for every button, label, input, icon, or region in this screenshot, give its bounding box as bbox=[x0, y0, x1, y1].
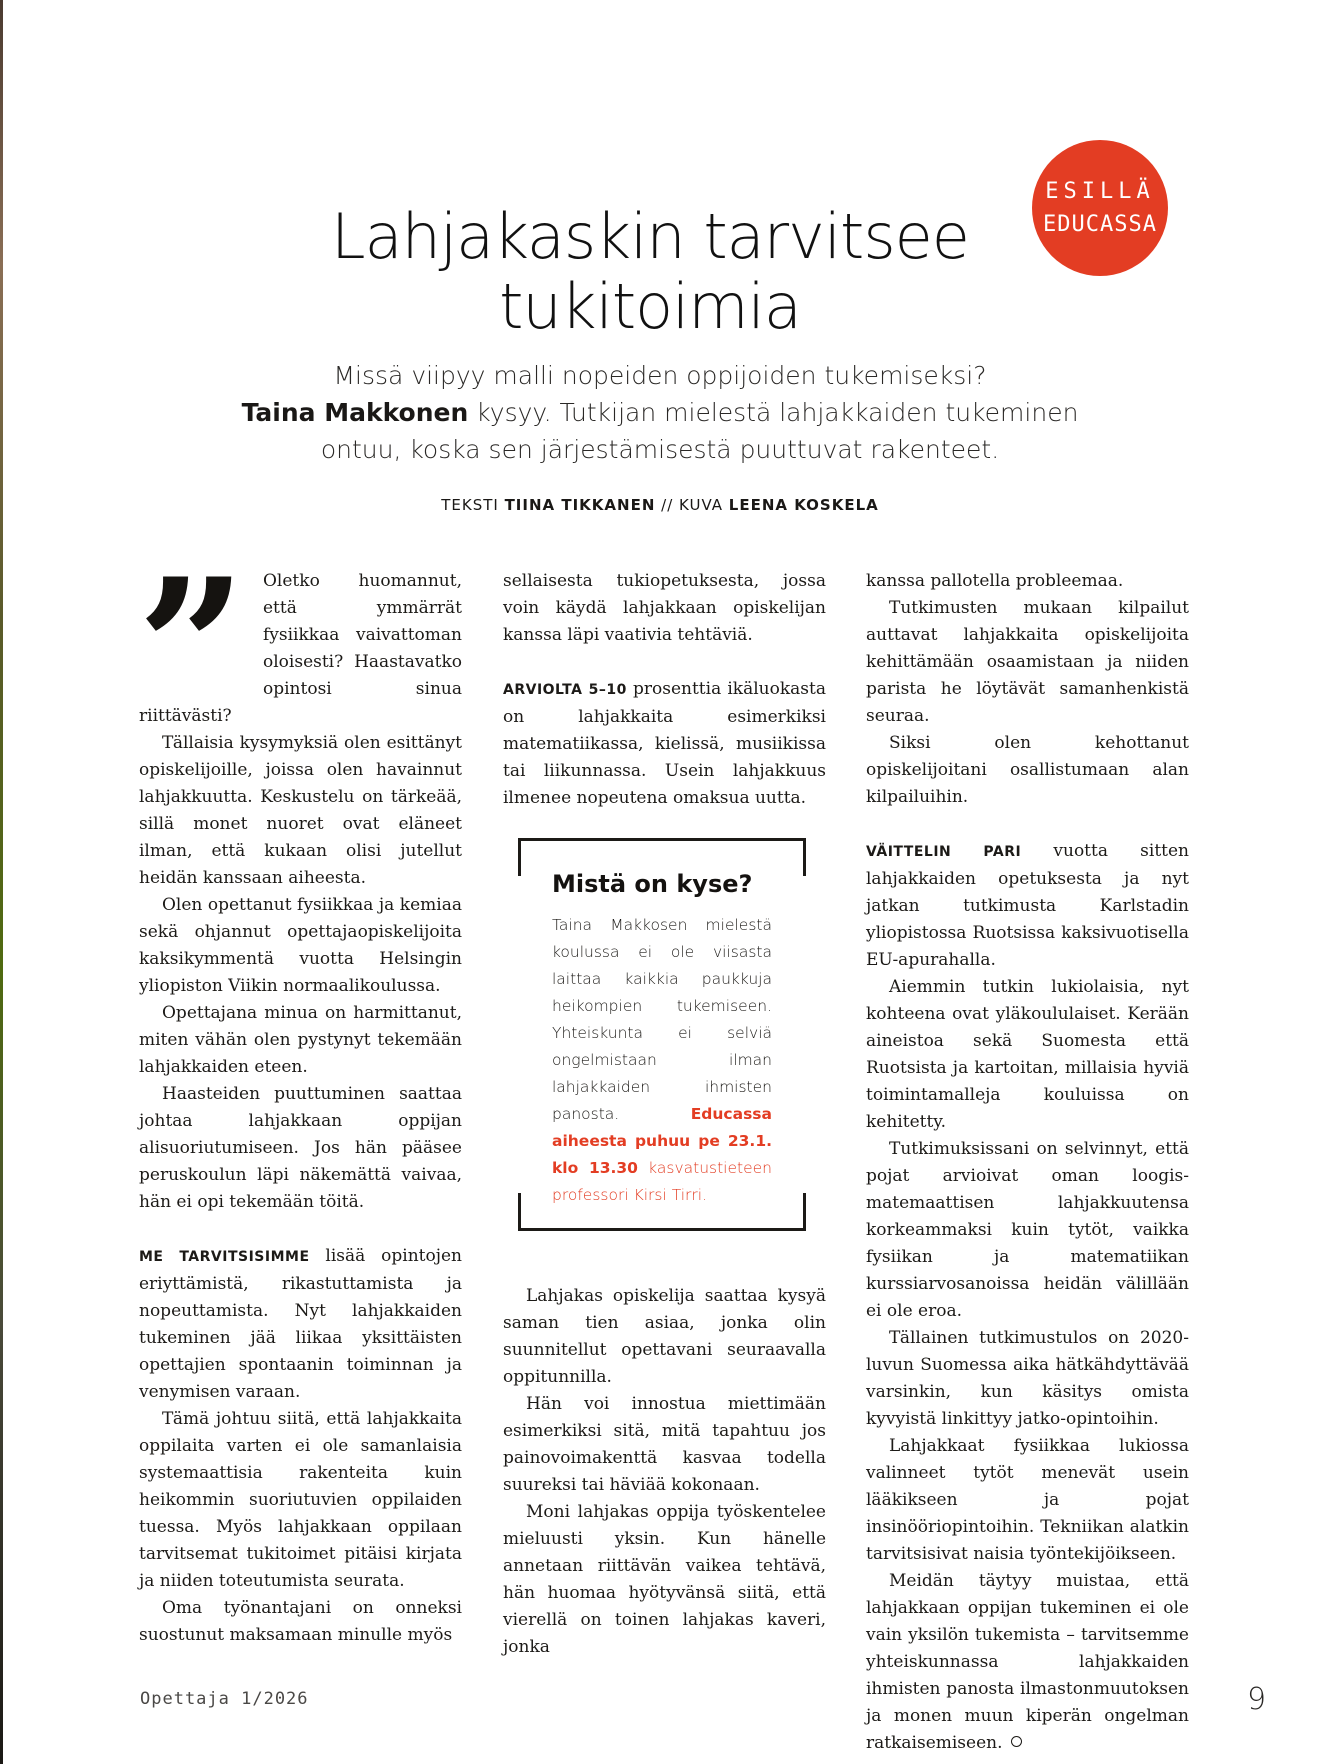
byline-writer: TIINA TIKKANEN bbox=[504, 496, 656, 514]
paragraph: Olen opettanut fysiikkaa ja kemiaa sekä ohjannut opettajaopiskelijoita kaksikymmentä vuotta Helsingin yliopiston Viikin normaalikoulussa. bbox=[139, 895, 462, 996]
paragraph bbox=[866, 1568, 1189, 1757]
lead-author: Taina Makkonen bbox=[241, 398, 469, 427]
byline-text-label: TEKSTI bbox=[441, 496, 505, 514]
paragraph: Hän voi innostua miettimään esimerkiksi sitä, mitä tapahtuu jos painovoimakenttä kasvaa todella suureksi tai häviää kokonaan. bbox=[503, 1394, 826, 1495]
paragraph: Haasteiden puuttuminen saattaa johtaa lahjakkaan oppijan alisuoriutumiseen. Jos hän pääsee peruskoulun läpi näkemättä vaivaa, hän ei opi tekemään töitä. bbox=[139, 1084, 462, 1212]
byline bbox=[300, 496, 1020, 514]
article-column-2-continued bbox=[503, 1283, 826, 1661]
paragraph-text: prosenttia ikäluokasta on lahjakkaita esimerkiksi matematiikassa, kielissä, musiikissa tai liikunnassa. Usein lahjakkuus ilmenee nopeutena omaksua uutta. bbox=[503, 679, 826, 808]
quote-mark-icon bbox=[137, 574, 253, 682]
byline-separator: // KUVA bbox=[655, 496, 729, 514]
paragraph: Aiemmin tutkin lukiolaisia, nyt kohteena ovat yläkoululaiset. Kerään aineistoa sekä Suomesta että Ruotsista ja kartoitan, millaisia hyviä toimintamalleja kouluissa on kehitetty. bbox=[866, 977, 1189, 1132]
fact-box-heading: Mistä on kyse? bbox=[552, 870, 753, 898]
paragraph-text: vuotta sitten lahjakkaiden opetuksesta ja nyt jatkan tutkimusta Karlstadin yliopistossa Ruotsissa kaksivuotisella EU-apurahalla. bbox=[866, 841, 1189, 970]
event-speaker: kasvatustieteen professori Kirsi Tirri. bbox=[552, 1159, 772, 1204]
paragraph: Lahjakas opiskelija saattaa kysyä saman tien asiaa, jonka olin suunnitellut opettavani seuraavalla oppitunnilla. bbox=[503, 1286, 826, 1387]
paragraph: kanssa pallotella probleemaa. bbox=[866, 571, 1124, 591]
paragraph: Tällaisia kysymyksiä olen esittänyt opiskelijoille, joissa olen havainnut lahjakkuutta. Keskustelu on tärkeää, sillä monet nuoret ovat eläneet ilman, että kukaan olisi jutellut heidän kanssaan aiheesta. bbox=[139, 733, 462, 888]
lead-in: ME TARVITSISIMME bbox=[139, 1249, 310, 1265]
paragraph: Moni lahjakas oppija työskentelee mieluusti yksin. Kun hänelle annetaan riittävän vaikea tehtävä, hän huomaa hyötyvänsä siitä, että vierellä on toinen lahjakas kaveri, jonka bbox=[503, 1502, 826, 1657]
article-title bbox=[250, 202, 1050, 342]
article-column-1 bbox=[139, 568, 462, 1649]
paragraph bbox=[139, 1243, 462, 1406]
page-number: 9 bbox=[1247, 1682, 1267, 1717]
paragraph: Siksi olen kehottanut opiskelijoitani osallistumaan alan kilpailuihin. bbox=[866, 733, 1189, 807]
lead-in: ARVIOLTA 5–10 bbox=[503, 682, 627, 698]
fact-box-body bbox=[552, 912, 772, 1209]
title-line-1: Lahjakaskin tarvitsee bbox=[331, 200, 969, 273]
fact-box bbox=[518, 838, 806, 1231]
paragraph-text: lisää opintojen eriyttämistä, rikastuttamista ja nopeuttamista. Nyt lahjakkaiden tukeminen jää liikaa yksittäisten opettajien spontaanin toiminnan ja venymisen varaan. bbox=[139, 1246, 462, 1402]
paragraph: Tämä johtuu siitä, että lahjakkaita oppilaita varten ei ole samanlaisia systemaattisia rakenteita kuin heikommin suoriutuvien oppilaiden tuessa. Myös lahjakkaan oppilaan tarvitsemat tukitoimet pitäisi kirjata ja niiden toteutumista seurata. bbox=[139, 1409, 462, 1591]
lead-rest: kysyy. Tutkijan mielestä lahjakkaiden tukeminen ontuu, koska sen järjestämisestä puuttuvat rakenteet. bbox=[320, 398, 1079, 464]
paragraph-text: Meidän täytyy muistaa, että lahjakkaan oppijan tukeminen ei ole vain yksilön tukemista – tarvitsemme yhteiskunnassa lahjakkaiden ihmisten panosta ilmastonmuutoksen ja monen muun kiperän ongelman ratkaisemiseen. bbox=[866, 1571, 1189, 1753]
article-column-2 bbox=[503, 568, 826, 812]
badge-line-1: ESILLÄ bbox=[1045, 179, 1155, 204]
paragraph: Lahjakkaat fysiikkaa lukiossa valinneet tytöt menevät usein lääkikseen ja pojat insinööriopintoihin. Tekniikan alatkin tarvitsisivat naisia työntekijöikseen. bbox=[866, 1436, 1189, 1564]
paragraph: Oletko huomannut, että ymmärrät fysiikkaa vaivattoman oloisesti? Haastavatko opintosi sinua riittävästi? bbox=[139, 571, 462, 726]
article-column-3 bbox=[866, 568, 1189, 1757]
event-highlight: Educassa aiheesta puhuu pe 23.1. klo 13.30 bbox=[552, 1105, 772, 1177]
title-line-2: tukitoimia bbox=[499, 270, 801, 343]
publication-footer: Opettaja 1/2026 bbox=[140, 1689, 309, 1709]
paragraph: Opettajana minua on harmittanut, miten vähän olen pystynyt tekemään lahjakkaiden eteen. bbox=[139, 1003, 462, 1077]
article-lead bbox=[240, 357, 1080, 468]
paragraph: Oma työnantajani on onneksi suostunut maksamaan minulle myös bbox=[139, 1598, 462, 1645]
lead-question: Missä viipyy malli nopeiden oppijoiden tukemiseksi? bbox=[333, 361, 987, 390]
paragraph: Tutkimusten mukaan kilpailut auttavat lahjakkaita opiskelijoita kehittämään osaamistaan ja niiden parista he löytävät samanhenkistä seuraa. bbox=[866, 598, 1189, 726]
paragraph: sellaisesta tukiopetuksesta, jossa voin käydä lahjakkaan opiskelijan kanssa läpi vaativia tehtäviä. bbox=[503, 571, 826, 645]
paragraph bbox=[503, 676, 826, 812]
esilla-educassa-badge bbox=[1032, 140, 1168, 276]
paragraph: Tällainen tutkimustulos on 2020-luvun Suomessa aika hätkähdyttävää varsinkin, kun käsitys omista kyvyistä linkittyy jatko-opintoihin. bbox=[866, 1328, 1189, 1429]
fact-box-text: Taina Makkosen mielestä koulussa ei ole viisasta laittaa kaikkia paukkuja heikompien tukemiseen. Yhteiskunta ei selviä ongelmistaan ilman lahjakkaiden ihmisten panosta. bbox=[552, 916, 772, 1123]
badge-line-2: EDUCASSA bbox=[1043, 212, 1157, 237]
byline-photographer: LEENA KOSKELA bbox=[728, 496, 879, 514]
paragraph bbox=[866, 838, 1189, 974]
end-of-article-icon bbox=[1011, 1736, 1022, 1747]
lead-in: VÄITTELIN PARI bbox=[866, 844, 1022, 860]
adjacent-page-edge bbox=[0, 0, 3, 1764]
paragraph: Tutkimuksissani on selvinnyt, että pojat arvioivat oman loogis-matemaattisen lahjakkuutensa korkeammaksi kuin tytöt, vaikka fysiikan ja matematiikan kurssiarvosanoissa heidän välillään ei ole eroa. bbox=[866, 1139, 1189, 1321]
